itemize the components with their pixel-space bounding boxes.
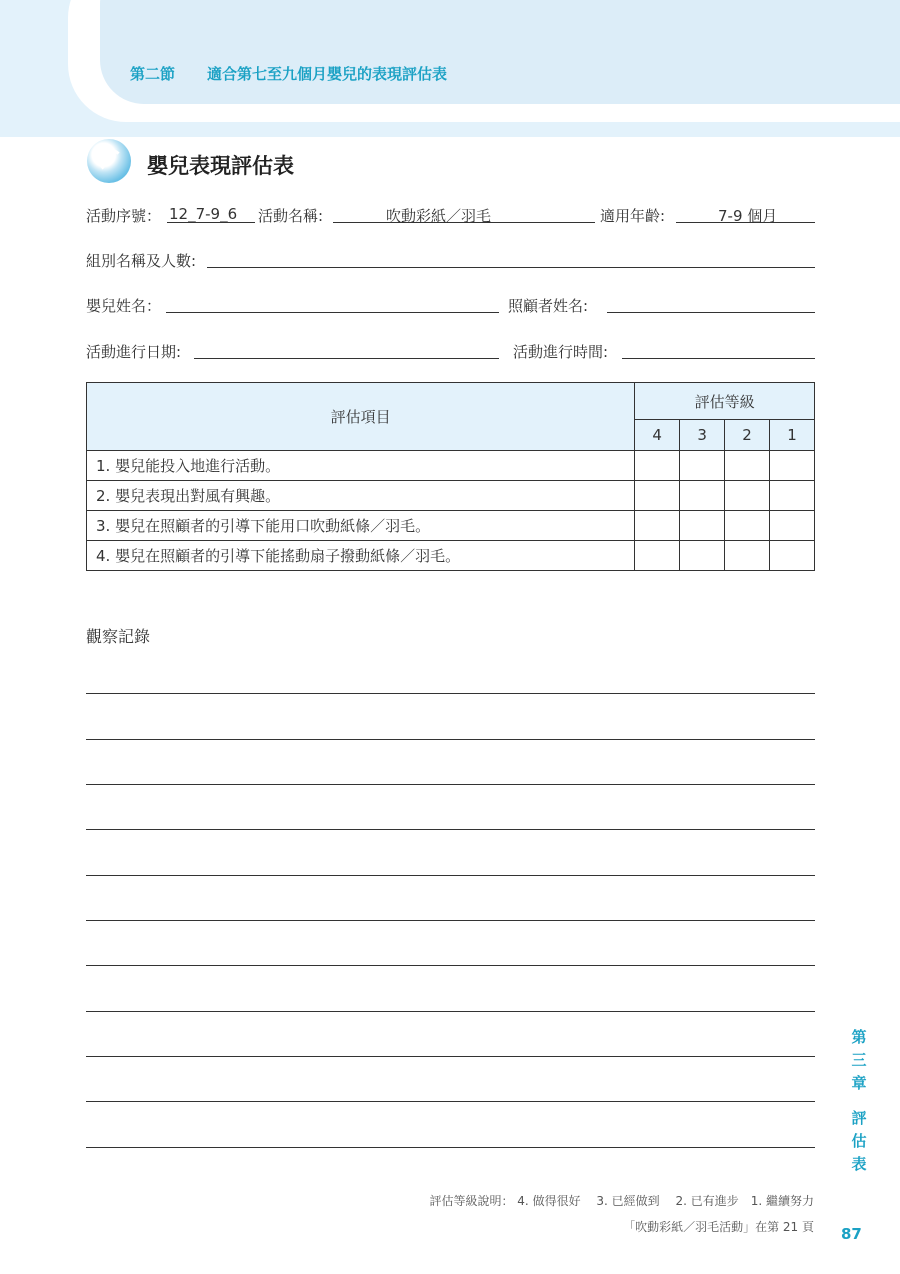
rating-cell[interactable]: [680, 481, 725, 511]
activity-no-line: [167, 222, 255, 223]
table-header-row: [87, 383, 815, 420]
item-text: 2. 嬰兒表現出對風有興趣。: [87, 481, 635, 511]
observation-line[interactable]: [86, 1101, 815, 1102]
table-row: [87, 451, 815, 481]
observation-line[interactable]: [86, 739, 815, 740]
item-text: 4. 嬰兒在照顧者的引導下能搖動扇子撥動紙條／羽毛。: [87, 541, 635, 571]
time-label: 活動進行時間:: [513, 343, 609, 361]
evaluation-table: [86, 382, 815, 571]
observation-line[interactable]: [86, 784, 815, 785]
rating-cell[interactable]: [725, 451, 770, 481]
rating-cell[interactable]: [770, 481, 815, 511]
side-char: 評: [851, 1109, 867, 1127]
age-line: [676, 222, 815, 223]
group-label: 組別名稱及人數:: [86, 252, 197, 270]
item-text: 3. 嬰兒在照顧者的引導下能用口吹動紙條／羽毛。: [87, 511, 635, 541]
activity-no-value: 12_7-9_6: [169, 205, 238, 223]
rating-cell[interactable]: [770, 511, 815, 541]
observation-line[interactable]: [86, 920, 815, 921]
item-text: 1. 嬰兒能投入地進行活動。: [87, 451, 635, 481]
observation-line[interactable]: [86, 1011, 815, 1012]
age-value: 7-9 個月: [718, 207, 778, 225]
observation-line[interactable]: [86, 965, 815, 966]
observation-line[interactable]: [86, 693, 815, 694]
side-char: 估: [851, 1132, 867, 1150]
rating-cell[interactable]: [725, 541, 770, 571]
rating-cell[interactable]: [770, 451, 815, 481]
observation-label: 觀察記錄: [86, 627, 151, 646]
table-row: [87, 541, 815, 571]
side-char: 第: [851, 1028, 867, 1046]
level-1: 1: [770, 420, 815, 451]
rating-cell[interactable]: [635, 451, 680, 481]
level-header: 評估等級: [635, 383, 815, 420]
chapter-side-tab: [849, 1026, 869, 1176]
side-char: 表: [851, 1155, 867, 1173]
form-title: 嬰兒表現評估表: [147, 154, 294, 178]
section-number: 第二節: [130, 65, 176, 83]
date-label: 活動進行日期:: [86, 343, 182, 361]
rating-cell[interactable]: [770, 541, 815, 571]
observation-line[interactable]: [86, 875, 815, 876]
page-number: 87: [841, 1225, 862, 1243]
activity-name-value: 吹動彩紙／羽毛: [386, 207, 492, 225]
item-header: 評估項目: [87, 383, 635, 451]
level-4: 4: [635, 420, 680, 451]
group-line: [207, 267, 815, 268]
caregiver-line: [607, 312, 815, 313]
rating-cell[interactable]: [635, 511, 680, 541]
rating-cell[interactable]: [680, 541, 725, 571]
date-line: [194, 358, 499, 359]
table-row: [87, 511, 815, 541]
rating-cell[interactable]: [635, 481, 680, 511]
time-line: [622, 358, 815, 359]
rating-cell[interactable]: [680, 511, 725, 541]
activity-name-line: [333, 222, 595, 223]
side-char: 三: [851, 1051, 867, 1069]
baby-name-label: 嬰兒姓名：: [86, 297, 162, 315]
side-char: 章: [851, 1074, 867, 1092]
rating-cell[interactable]: [635, 541, 680, 571]
bubble-icon: [87, 139, 131, 183]
rating-cell[interactable]: [725, 481, 770, 511]
rating-cell[interactable]: [725, 511, 770, 541]
observation-line[interactable]: [86, 829, 815, 830]
activity-reference: 「吹動彩紙／羽毛活動」在第 21 頁: [623, 1220, 814, 1234]
section-heading: [130, 63, 447, 84]
section-title: 適合第七至九個月嬰兒的表現評估表: [207, 65, 448, 83]
caregiver-label: 照顧者姓名:: [508, 297, 589, 315]
rating-legend: 評估等級說明： 4. 做得很好 3. 已經做到 2. 已有進步 1. 繼續努力: [429, 1194, 814, 1208]
baby-name-line: [166, 312, 499, 313]
rating-cell[interactable]: [680, 451, 725, 481]
level-2: 2: [725, 420, 770, 451]
header-inner: [100, 0, 900, 104]
observation-line[interactable]: [86, 1056, 815, 1057]
activity-name-label: 活動名稱:: [258, 207, 324, 225]
observation-line[interactable]: [86, 1147, 815, 1148]
level-3: 3: [680, 420, 725, 451]
activity-no-label: 活動序號：: [86, 207, 162, 225]
table-row: [87, 481, 815, 511]
age-label: 適用年齡:: [600, 207, 666, 225]
